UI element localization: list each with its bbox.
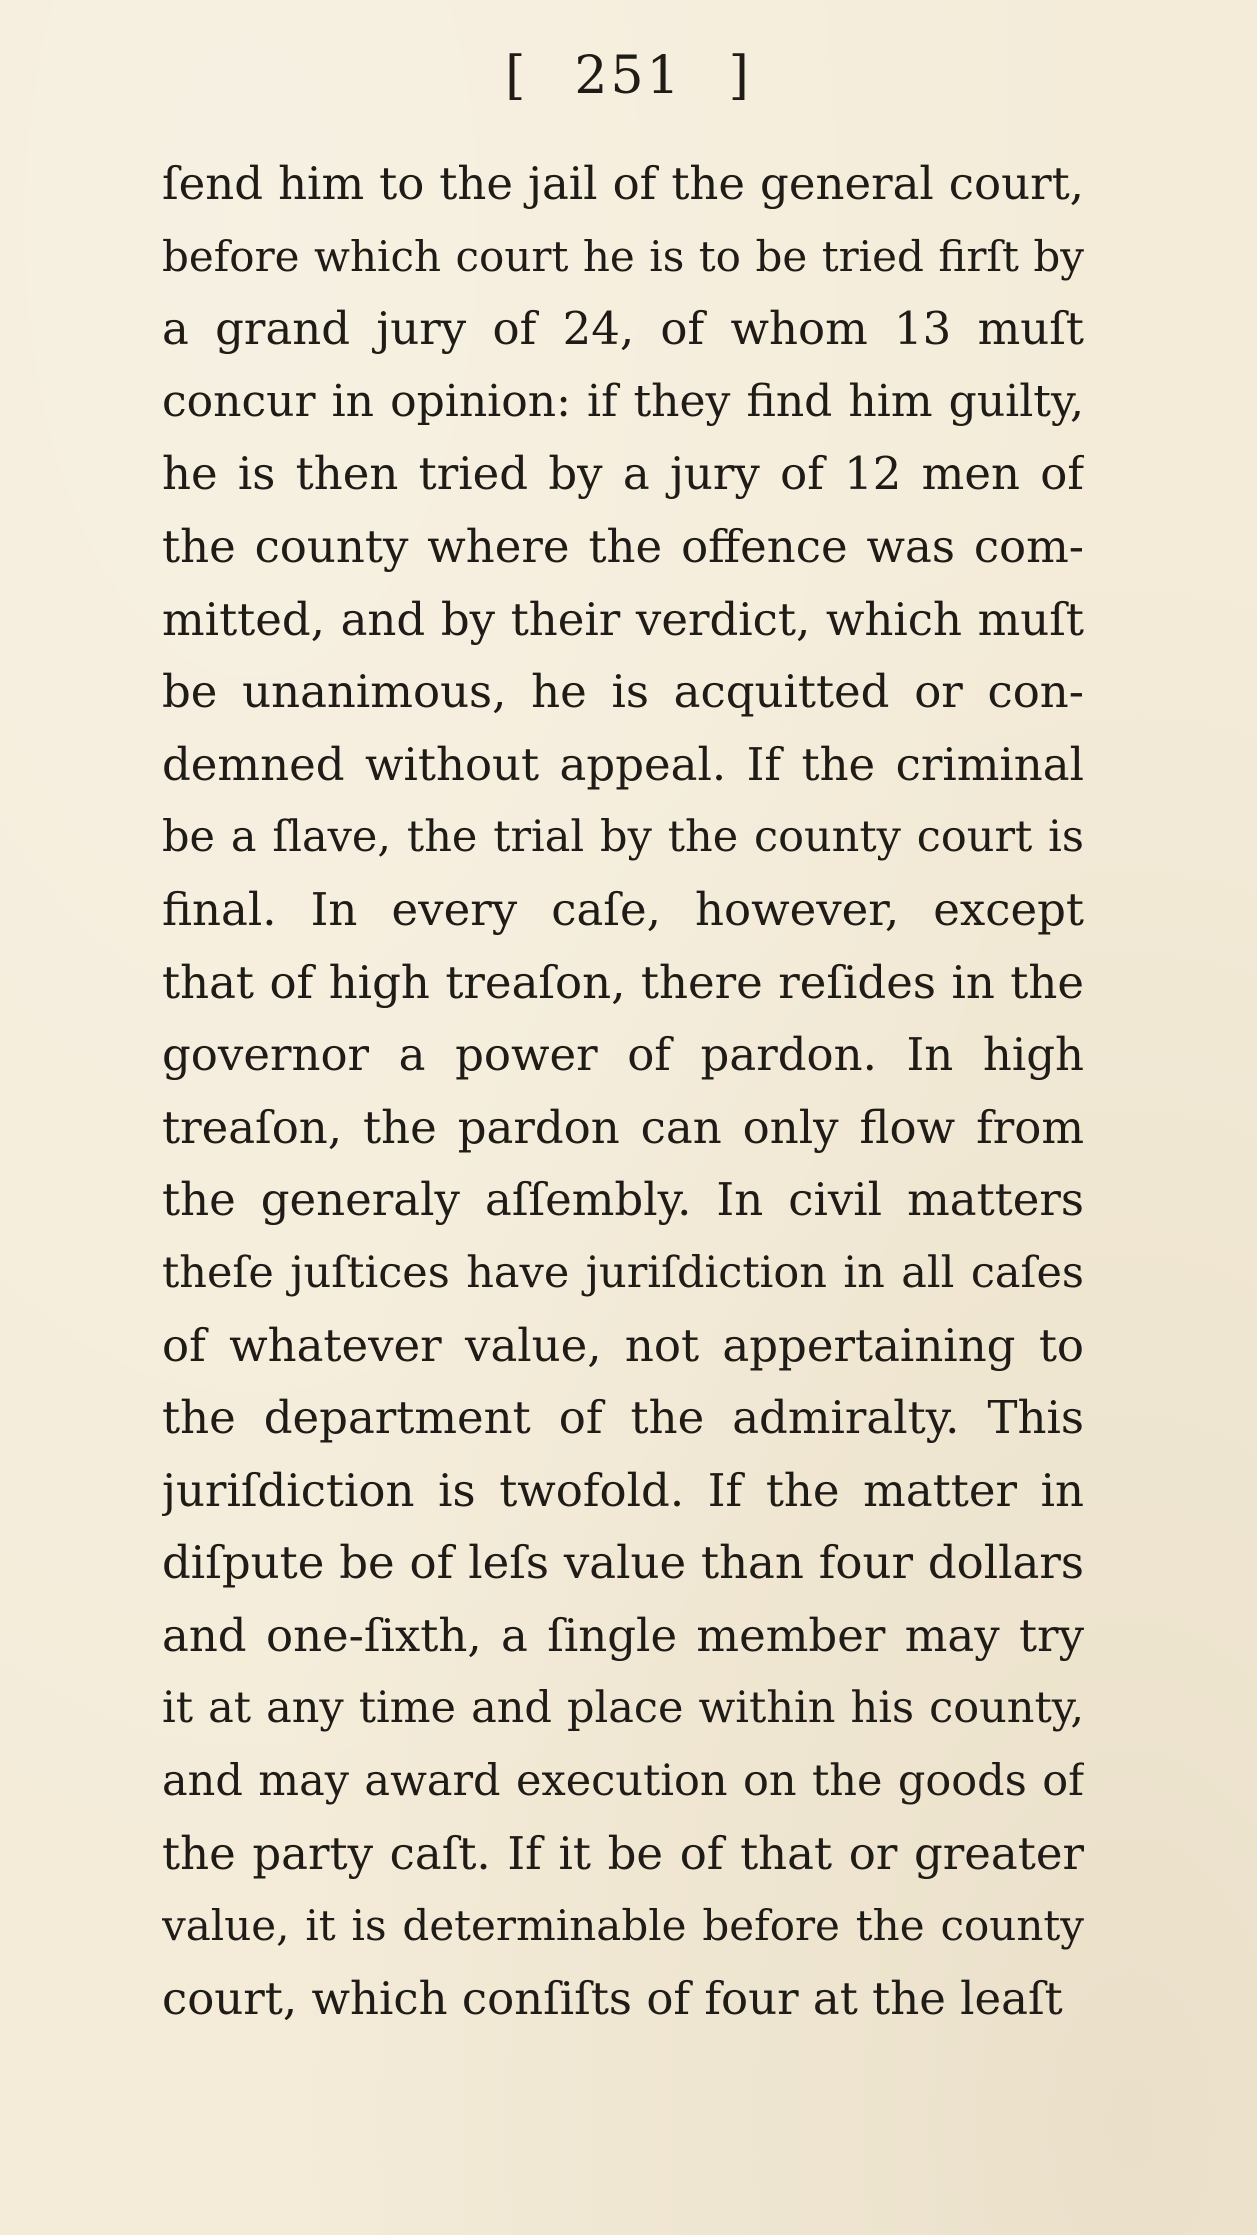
text-line: demned without appeal. If the criminal	[162, 737, 1084, 791]
text-line: governor a power of pardon. In high	[162, 1028, 1084, 1082]
text-line: court, which conſiſts of four at the leaſt	[162, 1971, 1063, 2025]
bracket-close: ]	[728, 46, 752, 106]
text-line: value, it is determinable before the county	[162, 1901, 1084, 1951]
text-line: the generaly aſſembly. In civil matters	[162, 1173, 1084, 1227]
page-header	[0, 44, 1257, 108]
text-line: that of high treaſon, there reſides in the	[162, 955, 1084, 1009]
text-line: theſe juſtices have juriſdiction in all caſes	[162, 1247, 1084, 1298]
text-line: the department of the admiralty. This	[162, 1391, 1084, 1445]
text-line: be unanimous, he is acquitted or con-	[162, 665, 1084, 719]
text-line: juriſdiction is twofold. If the matter in	[162, 1463, 1084, 1517]
text-line: mitted, and by their verdict, which muſt	[162, 592, 1084, 646]
text-line: final. In every caſe, however, except	[162, 882, 1084, 936]
text-line: he is then tried by a jury of 12 men of	[162, 447, 1084, 501]
text-line: be a ſlave, the trial by the county court is	[162, 812, 1084, 863]
page-number: 251	[574, 46, 683, 106]
text-line: and one-ſixth, a ſingle member may try	[162, 1608, 1084, 1662]
text-line: concur in opinion: if they find him guilty,	[162, 375, 1084, 427]
text-line: treaſon, the pardon can only flow from	[162, 1100, 1084, 1154]
text-line: a grand jury of 24, of whom 13 muſt	[162, 302, 1084, 356]
text-line: the county where the offence was com-	[162, 519, 1084, 573]
text-line: the party caſt. If it be of that or greater	[162, 1826, 1084, 1880]
bracket-open: [	[505, 46, 529, 106]
text-line: before which court he is to be tried firſt by	[162, 231, 1084, 281]
text-line: it at any time and place within his county,	[162, 1683, 1084, 1734]
text-line: diſpute be of leſs value than four dollars	[162, 1536, 1084, 1590]
text-line: ſend him to the jail of the general court,	[162, 157, 1084, 210]
text-line: and may award execution on the goods of	[162, 1756, 1084, 1807]
text-line: of whatever value, not appertaining to	[162, 1318, 1084, 1372]
body-text	[162, 148, 1084, 2035]
